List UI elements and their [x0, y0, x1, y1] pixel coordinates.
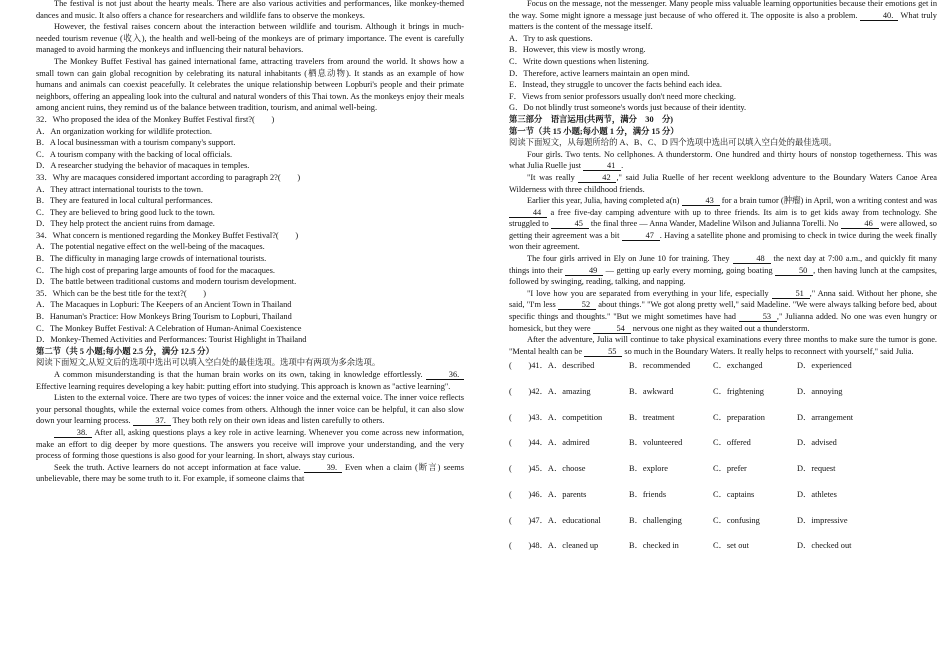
- choice: C．Write down questions when listening.: [509, 56, 649, 66]
- blank-38: 38.: [54, 428, 92, 438]
- choice: E．Instead, they struggle to uncover the facts behind each idea.: [509, 80, 722, 90]
- question-34: [36, 230, 464, 288]
- cloze-paragraph: Earlier this year, Julia, having completed a(n) 43 for a brain tumor (肿瘤) in April, won a writing contest and was 44 a free five-day camping adventure with up to three friends. Its aim is to get kids away from technology. She struggled to 45 the final three — Anna Wander, Madeline Wilson and Julianna Torelli. No 46 were allowed, so getting their agreement was a bit 47 . Having a satellite phone and promising to check in twice during the week finally won their agreement.: [509, 196, 938, 252]
- section-title: 第一节（共 15 小题;每小题 1 分，满分 15 分）: [509, 126, 679, 136]
- blank-51: 51: [772, 289, 810, 299]
- question-33: [36, 172, 464, 230]
- option: C．A tourism company with the backing of local officials.: [36, 149, 233, 159]
- question-32: [36, 114, 464, 172]
- blank-54: 54: [593, 324, 631, 334]
- question-stem: 33．Why are macaques considered important according to paragraph 2?( ): [36, 172, 301, 182]
- option: A．They attract international tourists to the town.: [36, 184, 204, 194]
- option: B．Hanuman's Practice: How Monkeys Bring Tourism to Lopburi, Thailand: [36, 312, 292, 322]
- section-title: 第二节（共 5 小题;每小题 2.5 分，满分 12.5 分）: [36, 346, 214, 356]
- blank-43: 43: [682, 196, 720, 206]
- blank-50: 50: [775, 266, 813, 276]
- choice: B．However, this view is mostly wrong.: [509, 45, 646, 55]
- blank-36: 36.: [426, 370, 464, 380]
- option: D．A researcher studying the behavior of macaques in temples.: [36, 161, 250, 171]
- left-column: [36, 0, 464, 485]
- reading-paragraph: 38. After all, asking questions plays a key role in active learning. Whenever you come across new information, make an effort to dig deeper by more questions. The answers you receive will improve your understanding, and the very process of forming those questions is also good for your learning. In short, always stay curious.: [36, 427, 464, 461]
- answer-options-table: [509, 360, 937, 566]
- choice: A．Try to ask questions.: [509, 33, 593, 43]
- option: B．The difficulty in managing large crowds of international tourists.: [36, 254, 267, 264]
- choice: F．Views from senior professors usually don't need more checking.: [509, 91, 736, 101]
- choice: G．Do not blindly trust someone's words just because of their identity.: [509, 103, 747, 113]
- blank-46: 46: [841, 219, 879, 229]
- option: C．The Monkey Buffet Festival: A Celebration of Human-Animal Coexistence: [36, 323, 302, 333]
- reading-paragraph: Seek the truth. Active learners do not accept information at face value. 39. Even when a claim (断言) seems unbelievable, there may be some truth to it. For example, if someone claims that: [36, 462, 464, 484]
- blank-37: 37.: [133, 416, 171, 426]
- cloze-paragraph: The four girls arrived in Ely on June 10 for training. They 48 the next day at 7:00 a.m., and quickly fit many things into their 49 — getting up early every morning, going boating 50 , then having lunch at the campsites, followed by swinging, reading, talking, and napping.: [509, 254, 937, 287]
- question-stem: 35．Which can be the best title for the text?( ): [36, 288, 207, 298]
- question-35: [36, 288, 464, 346]
- option: D．Monkey-Themed Activities and Performances: Tourist Highlight in Thailand: [36, 335, 307, 345]
- blank-48: 48: [733, 254, 771, 264]
- option: A．An organization working for wildlife protection.: [36, 126, 212, 136]
- choice-list: [509, 33, 937, 114]
- section-instructions: 阅读下面短文，从每题所给的 A、B、C、D 四个选项中选出可以填入空白处的最佳选项。: [509, 138, 837, 148]
- blank-40: 40.: [860, 11, 898, 21]
- blank-42: 42: [578, 173, 616, 183]
- passage-paragraph: The Monkey Buffet Festival has gained international fame, attracting travelers from around the world. It shows how a small town can gain global recognition by celebrating its natural inhabitants (栖息动物). It stands as an example of how humans and animals can coexist peacefully. It celebrates the unique relationship between Lopburi's people and their primate neighbors, offering an appealing look into the cultural and natural wonders of this Thai town. As the monkeys enjoy their meals among ancient ruins, they remind us of the balance between tradition, tourism, and animal well-being.: [36, 56, 464, 113]
- blank-39: 39.: [304, 463, 342, 473]
- right-column: [509, 0, 937, 566]
- answer-row: ( )42．A．amazing B．awkward C．frightening D．annoying: [509, 387, 843, 397]
- passage-paragraph: The festival is not just about the hearty meals. There are also various activities and performances, like monkey-themed dances and music. It also offers a chance for researchers and wildlife fans to observe the monkeys.: [36, 0, 464, 20]
- reading-paragraph: Listen to the external voice. There are two types of voices: the inner voice and the external voice. The inner voice reflects your personal thoughts, while the external voice comes from others. Although the inner voice can be helpful, it can also slow down your learning process. 37. They both rely on their own ideas and listen carefully to others.: [36, 393, 464, 426]
- reading-paragraph: A common misunderstanding is that the human brain works on its own, taking in knowledge effortlessly. 36. Effective learning requires developing a key habit: putting effort into studying. This approach is known as "active learning".: [36, 369, 464, 392]
- answer-row: ( )41．A．described B．recommended C．exchanged D．experienced: [509, 361, 852, 371]
- cloze-paragraph: Four girls. Two tents. No cellphones. A thunderstorm. One hundred and thirty hours of nonstop togetherness. This was what Julia Ruelle just 41 .: [509, 149, 937, 171]
- passage-paragraph: However, the festival raises concern about the interaction between wildlife and tourism. Although it brings in much-needed tourism revenue (收入), the health and well-being of the monkeys are of primary importance. The event is carefully managed to avoid harming the monkeys and influencing their natural behaviors.: [36, 22, 464, 55]
- option: B．They are featured in local cultural performances.: [36, 196, 213, 206]
- blank-47: 47: [622, 231, 660, 241]
- blank-53: 53: [739, 312, 777, 322]
- answer-row: ( )47．A．educational B．challenging C．confusing D．impressive: [509, 515, 848, 525]
- answer-row: ( )43．A．competition B．treatment C．preparation D．arrangement: [509, 412, 854, 422]
- blank-41: 41: [583, 161, 621, 171]
- blank-52: 52: [558, 300, 596, 310]
- option: A．The Macaques in Lopburi: The Keepers of an Ancient Town in Thailand: [36, 300, 292, 310]
- question-stem: 32．Who proposed the idea of the Monkey Buffet Festival first?( ): [36, 114, 275, 124]
- choice: D．Therefore, active learners maintain an open mind.: [509, 68, 690, 78]
- cloze-paragraph: After the adventure, Julia will continue to take physical examinations every three months to make sure the tumor is gone. "Mental health can be 55 so much in the Boundary Waters. It really helps to reconnect with yourself," said Julia.: [509, 335, 937, 356]
- blank-45: 45: [551, 219, 589, 229]
- question-stem: 34．What concern is mentioned regarding the Monkey Buffet Festival?( ): [36, 230, 299, 240]
- cloze-paragraph: "It was really 42 ," said Julia Ruelle of her recent weeklong adventure to the Boundary Waters Canoe Area Wilderness with three childhood friends.: [509, 172, 937, 194]
- blank-44: 44: [509, 208, 547, 218]
- cloze-paragraph: "I love how you are separated from everything in your life, especially 51 ," Anna said. Without her phone, she said, "I'm less 52 about things." "We got along pretty well," said Madeline. "We were always talking before bed, about specific things and thoughts." "But we might sometimes have had 53 ," Julianna added. No one was even hungry or homesick, but they were 54 nervous one night as they waited out a thunderstorm.: [509, 288, 938, 333]
- option: B．A local businessman with a tourism company's support.: [36, 138, 236, 148]
- part-title: 第三部分 语言运用(共两节，满分 30 分): [509, 114, 674, 124]
- answer-row: ( )48．A．cleaned up B．checked in C．set out D．checked out: [509, 541, 852, 551]
- option: A．The potential negative effect on the well-being of the macaques.: [36, 242, 265, 252]
- option: C．They are believed to bring good luck to the town.: [36, 207, 215, 217]
- option: D．They help protect the ancient ruins from damage.: [36, 219, 215, 229]
- reading-paragraph: Focus on the message, not the messenger. Many people miss valuable learning opportunities because their emotions get in the way. Some might ignore a message just because of who offered it. The opposite is also a problem. 40. What truly matters is the content of the message itself.: [509, 0, 937, 32]
- blank-55: 55: [584, 347, 622, 357]
- blank-49: 49: [565, 266, 603, 276]
- option: C．The high cost of preparing large amounts of food for the macaques.: [36, 265, 275, 275]
- section-instructions: 阅读下面短文,从短文后的选项中选出可以填入空白处的最佳选项。选项中有两项为多余选项。: [36, 358, 381, 368]
- answer-row: ( )46．A．parents B．friends C．captains D．athletes: [509, 489, 837, 499]
- answer-row: ( )45．A．choose B．explore C．prefer D．request: [509, 464, 836, 474]
- option: D．The battle between traditional customs and modern tourism development.: [36, 277, 297, 287]
- answer-row: ( )44．A．admired B．volunteered C．offered D．advised: [509, 438, 837, 448]
